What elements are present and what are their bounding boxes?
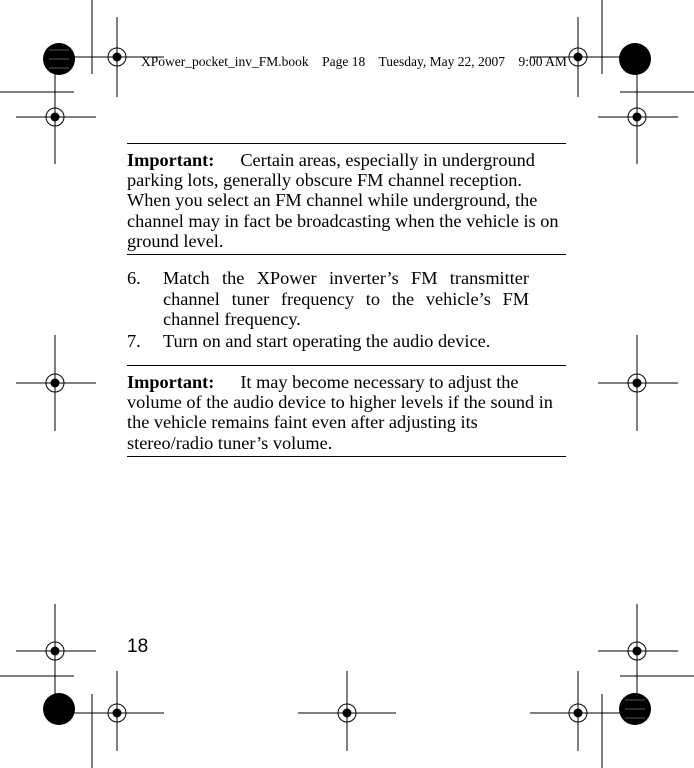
crosshair-right-upper [598, 70, 678, 164]
step-text: Turn on and start operating the audio device. [163, 330, 491, 351]
crosshair-bottom-1 [70, 671, 164, 751]
print-header: XPower_pocket_inv_FM.book Page 18 Tuesday, May 22, 2007 9:00 AM [141, 54, 567, 69]
list-item [127, 331, 529, 352]
registration-dot-top-right [619, 43, 651, 75]
crosshair-left-middle [16, 335, 96, 431]
registration-dot-bottom-left [43, 693, 75, 725]
note-text: Certain areas, especially in underground parking lots, generally obscure FM channel reception. When you select an FM channel while underground, the channel may in fact be broadcasting when the vehicle is on ground level. [127, 150, 559, 251]
important-note-2 [127, 365, 566, 457]
crosshair-right-lower [598, 604, 678, 698]
step-number: 7. [127, 330, 141, 351]
page-number: 18 [127, 636, 149, 657]
crosshair-bottom-2 [298, 671, 396, 751]
note-text: It may become necessary to adjust the volume of the audio device to higher levels if the sound in the vehicle remains faint even after adjusting its stereo/radio tuner’s volume. [127, 372, 553, 453]
step-number: 6. [127, 268, 141, 288]
crosshair-bottom-3 [530, 671, 626, 751]
steps-list [127, 268, 566, 351]
step-text: Match the XPower inverter’s FM transmitter channel tuner frequency to the vehicle’s FM channel frequency. [163, 268, 529, 330]
list-item [127, 268, 529, 330]
crosshair-right-middle [598, 335, 678, 431]
note-label: Important: [127, 150, 215, 170]
important-note-1 [127, 143, 566, 255]
crosshair-left-upper [16, 70, 96, 164]
crosshair-left-lower [16, 604, 96, 698]
note-label: Important: [127, 372, 215, 392]
